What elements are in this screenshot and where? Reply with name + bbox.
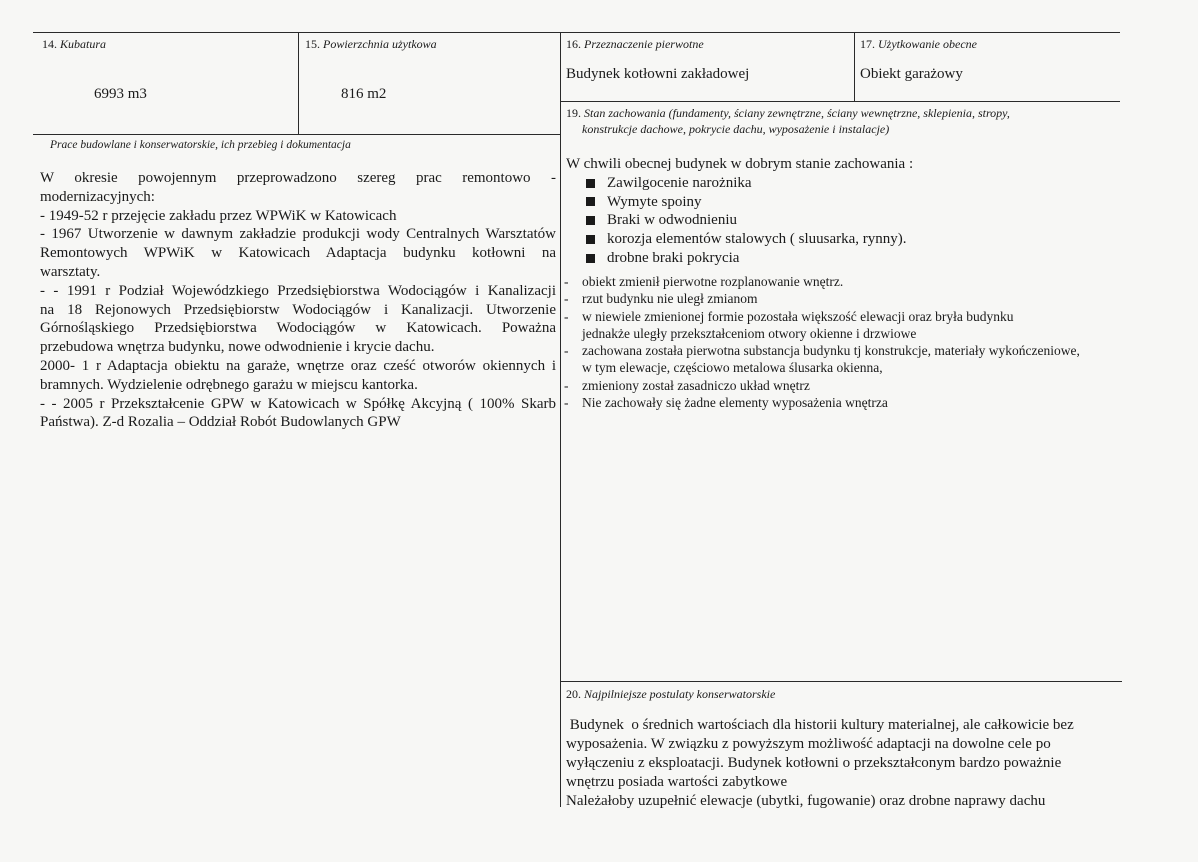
condition-bullet (566, 193, 1116, 212)
condition-note (564, 342, 1118, 359)
dash-marker: - (564, 377, 569, 393)
condition-intro: W chwili obecnej budynek w dobrym stanie zachowania : (566, 156, 914, 172)
bullet-square-icon (586, 179, 595, 188)
divider-works (33, 134, 560, 135)
divider-14-15 (298, 32, 299, 134)
dash-marker: - (564, 308, 569, 324)
works-line: W okresie powojennym przeprowadzono szereg prac remontowo - (40, 170, 556, 186)
condition-bullet (566, 211, 1116, 230)
works-label: Prace budowlane i konserwatorskie, ich przebieg i dokumentacja (50, 139, 351, 151)
field-14-value: 6993 m3 (94, 86, 147, 102)
field-16-value: Budynek kotłowni zakładowej (566, 66, 750, 82)
field-17-value: Obiekt garażowy (860, 66, 963, 82)
works-line: modernizacyjnych: (40, 188, 155, 205)
note-text: zachowana została pierwotna substancja budynku tj konstrukcje, materiały wykończeniowe, (582, 343, 1080, 359)
postulate-line: wyposażenia. W związku z powyższym możliwość adaptacji na dowolne cele po (566, 736, 1051, 752)
note-text: obiekt zmienił pierwotne rozplanowanie wnętrz. (582, 274, 844, 289)
bullet-text: Braki w odwodnieniu (607, 212, 737, 229)
dash-marker: - (564, 274, 569, 289)
condition-note (564, 308, 1118, 325)
bullet-square-icon (586, 197, 595, 206)
postulate-line: wyłączeniu z eksploatacji. Budynek kotłowni o przekształconym bardzo poważnie (566, 755, 1062, 771)
works-line: Remontowych WPWiK w Katowicach Adaptacja budynku kotłowni na (40, 245, 556, 262)
works-line: bramnych. Wydzielenie odrębnego garażu w miejscu kantorka. (40, 376, 418, 393)
works-line: Państwa). Z-d Rozalia – Oddział Robót Budowlanych GPW (40, 414, 401, 431)
works-line: warsztaty. (40, 263, 101, 280)
dash-marker: - (564, 291, 569, 307)
dash-marker (564, 325, 582, 342)
postulate-line: wnętrzu posiada wartości zabytkowe (566, 774, 788, 790)
note-text: zmieniony został zasadniczo układ wnętrz (582, 377, 810, 393)
works-line: Górnośląskiego Przedsiębiorstwa Wodociągów w Katowicach. Poważna (40, 320, 556, 337)
condition-note (564, 377, 1118, 394)
condition-bullet (566, 249, 1116, 268)
condition-note (564, 325, 1118, 342)
works-line: - 1949-52 r przejęcie zakładu przez WPWiK w Katowicach (40, 207, 397, 224)
field-15-label: 15. Powierzchnia użytkowa (305, 37, 437, 51)
works-line: 2000- 1 r Adaptacja obiektu na garaże, wnętrze oraz cześć otworów okiennych i (40, 357, 556, 374)
condition-bullet (566, 230, 1116, 249)
bullet-text: Zawilgocenie narożnika (607, 174, 752, 191)
condition-bullet (566, 174, 1116, 193)
works-line: - - 2005 r Przekształcenie GPW w Katowicach w Spółkę Akcyjną ( 100% Skarb (40, 395, 556, 412)
note-text: w niewiele zmienionej formie pozostała większość elewacji oraz bryła budynku (582, 308, 1014, 324)
bullet-square-icon (586, 216, 595, 225)
note-text: w tym elewacje, częściowo metalowa ślusarka okienna, (582, 360, 883, 376)
dash-marker: - (564, 395, 569, 411)
bullet-square-icon (586, 254, 595, 263)
condition-note (564, 394, 1118, 411)
field-16-label: 16. Przeznaczenie pierwotne (566, 37, 704, 51)
field-20-label: 20. Najpilniejsze postulaty konserwatorskie (566, 687, 776, 701)
field-14-label: 14. Kubatura (42, 37, 107, 51)
condition-notes (564, 273, 1118, 411)
condition-section (566, 155, 1116, 268)
field-17-label: 17. Użytkowanie obecne (860, 37, 977, 51)
works-line: - - 1991 r Podział Wojewódzkiego Przedsiębiorstwa Wodociągów i Kanalizacji (40, 282, 556, 299)
note-text: jednakże uległy przekształceniom otwory okienne i drzwiowe (582, 325, 917, 341)
note-text: Nie zachowały się żadne elementy wyposażenia wnętrza (582, 395, 888, 411)
postulate-line: Należałoby uzupełnić elewacje (ubytki, fugowanie) oraz drobne naprawy dachu (566, 793, 1046, 809)
divider-left-right (560, 32, 561, 807)
condition-note (564, 290, 1118, 307)
bullet-text: drobne braki pokrycia (607, 249, 740, 266)
divider-20 (560, 681, 1122, 682)
postulates-text (566, 716, 1118, 811)
field-19-label-cont: konstrukcje dachowe, pokrycie dachu, wyposażenie i instalacje) (582, 122, 890, 136)
works-line: na 18 Rejonowych Przedsiębiorstw Wodociągów i Kanalizacji. Utworzenie (40, 301, 556, 318)
bullet-square-icon (586, 235, 595, 244)
note-text: rzut budynku nie uległ zmianom (582, 291, 758, 307)
bullet-text: Wymyte spoiny (607, 193, 702, 210)
bullet-text: korozja elementów stalowych ( sluusarka, rynny). (607, 231, 907, 248)
works-line: - 1967 Utworzenie w dawnym zakładzie produkcji wody Centralnych Warsztatów (40, 226, 556, 243)
dash-marker: - (564, 343, 569, 359)
dash-marker (564, 359, 582, 376)
field-15-value: 816 m2 (341, 86, 387, 102)
field-19-label: 19. Stan zachowania (fundamenty, ściany zewnętrzne, ściany wewnętrzne, sklepienia, stropy, (566, 106, 1010, 120)
condition-note (564, 273, 1118, 290)
works-line: przebudowa wnętrza budynku, nowe odwodnienie i krycie dachu. (40, 339, 435, 356)
top-border (33, 32, 1120, 33)
divider-19 (560, 101, 1120, 102)
condition-note (564, 359, 1118, 376)
works-text (40, 169, 556, 432)
divider-16-17 (854, 32, 855, 102)
postulate-line: Budynek o średnich wartościach dla historii kultury materialnej, ale całkowicie bez (566, 717, 1074, 733)
